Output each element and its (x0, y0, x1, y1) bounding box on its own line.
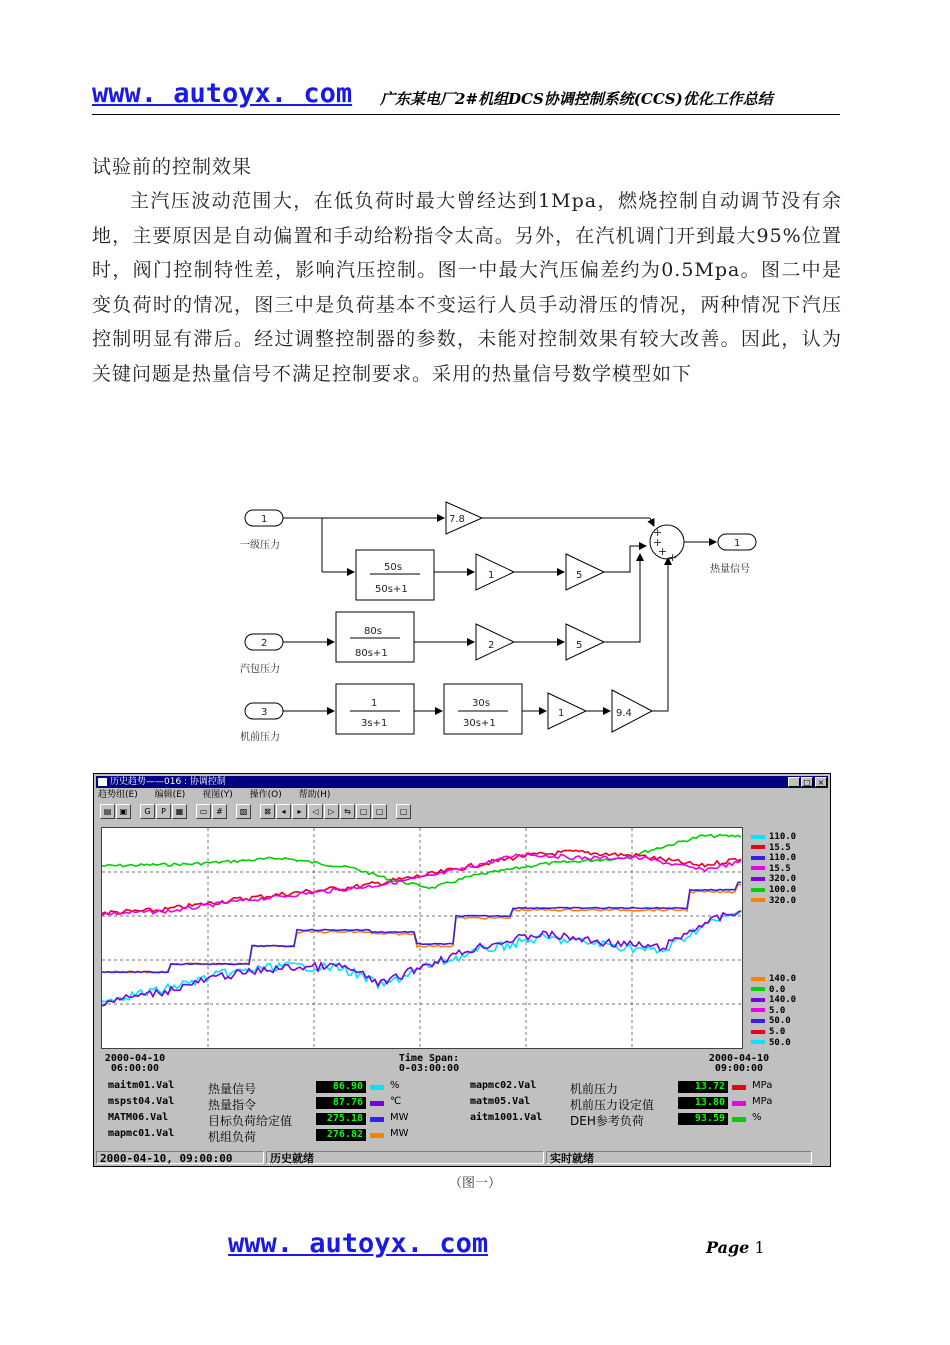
document-title: 广东某电厂2#机组DCS协调控制系统(CCS)优化工作总结 (380, 90, 773, 108)
step-back-icon[interactable]: ◂ (276, 804, 291, 819)
menu-help[interactable]: 帮助(H) (298, 790, 331, 800)
scale-swatch (751, 987, 765, 991)
status-time: 2000-04-10, 09:00:00 (96, 1151, 264, 1164)
unit-load-curve (102, 884, 741, 973)
scale-value: 15.5 (769, 842, 791, 853)
header-site-link[interactable]: www. autoyx. com (92, 78, 353, 109)
tag-unit: % (752, 1112, 762, 1123)
tag-unit: ℃ (390, 1096, 402, 1107)
figure-caption: （图一） (448, 1176, 501, 1191)
scroll-left-icon[interactable]: ◁ (308, 804, 323, 819)
page-number: 1 (754, 1238, 765, 1257)
gain-top-value: 7.8 (449, 514, 465, 525)
scale-value: 110.0 (769, 853, 797, 864)
menu-view[interactable]: 视图(Y) (202, 790, 233, 800)
tag-name: MATM06.Val (108, 1112, 169, 1123)
target-load-curve (102, 882, 741, 972)
scale-value: 50.0 (769, 1037, 791, 1048)
scale-value: 140.0 (769, 974, 797, 984)
close-icon[interactable]: × (815, 777, 827, 787)
gain-1-row3 (548, 693, 586, 729)
app-icon (98, 778, 107, 786)
gain-3a-value: 1 (558, 708, 565, 719)
sum-sign-2: + (653, 536, 663, 549)
input-3-label: 机前压力 (240, 732, 280, 743)
footer-site-link[interactable]: www. autoyx. com (228, 1228, 489, 1259)
maximize-icon[interactable]: □ (801, 777, 813, 787)
scale-swatch (751, 1030, 765, 1034)
header-rule (92, 114, 840, 115)
scale-value: 320.0 (769, 874, 797, 885)
page-word: Page (706, 1238, 750, 1257)
tag-color-swatch (370, 1101, 384, 1106)
tag-description: 热量指令 (208, 1098, 257, 1112)
tag-color-swatch (732, 1117, 746, 1122)
tag-unit: MW (390, 1112, 409, 1123)
tag-value: 87.76 (316, 1097, 366, 1109)
tag-color-swatch (370, 1117, 384, 1122)
heat-signal-curve (102, 911, 741, 1002)
scale-legend-panel (743, 827, 829, 1049)
open-icon[interactable]: ▤ (100, 804, 115, 819)
scale-min-1 (751, 986, 785, 995)
sum-sign-4: + (668, 551, 678, 564)
tf3b-denominator: 30s+1 (463, 718, 496, 729)
scale-swatch (751, 835, 765, 839)
tag-name: mapmc02.Val (470, 1080, 537, 1091)
tag-value: 13.80 (678, 1097, 728, 1109)
gain-2b-value: 5 (576, 640, 583, 651)
scale-value: 5.0 (769, 1005, 786, 1016)
gain-3b-value: 9.4 (616, 708, 632, 719)
scale-max-3 (751, 865, 791, 874)
gain-1-row1 (476, 554, 514, 590)
tf2-denominator: 80s+1 (355, 648, 388, 659)
tag-unit: MPa (752, 1080, 773, 1091)
status-bar (96, 1151, 828, 1165)
time-span: Time Span: 0-03:00:00 (398, 1053, 460, 1074)
group-g-icon[interactable]: G (140, 804, 155, 819)
sum-sign-3: + (658, 545, 668, 558)
menu-operate[interactable]: 操作(O) (249, 790, 282, 800)
menu-bar (98, 789, 344, 801)
tag-description: 机组负荷 (208, 1130, 257, 1144)
grid-icon[interactable]: # (212, 804, 227, 819)
input-2-port-number: 2 (261, 638, 268, 649)
scale-swatch (751, 845, 765, 849)
tf3b-numerator: 30s (472, 698, 490, 709)
tf2-numerator: 80s (364, 626, 382, 637)
scale-max-6 (751, 897, 796, 906)
tag-description: 热量信号 (208, 1082, 257, 1096)
status-realtime: 实时就绪 (546, 1151, 812, 1164)
tag-name: mapmc01.Val (108, 1128, 175, 1139)
cursor-icon[interactable]: ⇆ (340, 804, 355, 819)
scale-min-4 (751, 1017, 791, 1026)
window-titlebar (96, 776, 828, 788)
scale-swatch (751, 856, 765, 860)
scale-swatch (751, 877, 765, 881)
fit-icon[interactable]: ⊠ (260, 804, 275, 819)
gain-5-row1 (566, 554, 604, 590)
tag-value: 276.82 (316, 1129, 366, 1141)
throttle-pressure-curve (102, 850, 741, 914)
gain-1b-value: 5 (576, 570, 583, 581)
tag-color-swatch (370, 1133, 384, 1138)
input-3-port-number: 3 (261, 707, 268, 718)
input-1-port-number: 1 (261, 514, 268, 525)
gain-1a-value: 1 (488, 570, 495, 581)
page-indicator (706, 1238, 765, 1257)
scroll-right-icon[interactable]: ▷ (324, 804, 339, 819)
tag-value: 13.72 (678, 1081, 728, 1093)
tf3a-denominator: 3s+1 (361, 718, 388, 729)
scale-max-1 (751, 844, 791, 853)
scale-swatch (751, 977, 765, 981)
tag-unit: % (390, 1080, 400, 1091)
menu-edit[interactable]: 编辑(E) (154, 790, 186, 800)
scale-swatch (751, 998, 765, 1002)
tag-color-swatch (732, 1101, 746, 1106)
tag-description: 机前压力设定值 (570, 1098, 655, 1112)
history-trend-window (93, 773, 831, 1167)
scale-swatch (751, 898, 765, 902)
tag-description: DEH参考负荷 (570, 1114, 644, 1128)
tag-unit: MW (390, 1128, 409, 1139)
status-history: 历史就绪 (266, 1151, 544, 1164)
scale-swatch (751, 1008, 765, 1012)
scale-value: 320.0 (769, 895, 797, 906)
refresh-icon[interactable]: ▢ (396, 804, 411, 819)
scale-min-6 (751, 1039, 791, 1048)
input-2-label: 汽包压力 (240, 664, 280, 675)
step-forward-icon[interactable]: ▸ (292, 804, 307, 819)
scale-value: 5.0 (769, 1027, 786, 1037)
tag-name: mspst04.Val (108, 1096, 175, 1107)
window-title: 历史趋势——016 : 协调控制 (110, 777, 226, 787)
scale-value: 100.0 (769, 885, 797, 895)
tf1-denominator: 50s+1 (375, 584, 408, 595)
tag-name: aitm1001.Val (470, 1112, 543, 1123)
group-p-icon[interactable]: P (156, 804, 171, 819)
trend-plot-area[interactable] (101, 827, 743, 1049)
scale-swatch (751, 866, 765, 870)
scale-max-4 (751, 875, 796, 884)
tag-value: 275.18 (316, 1113, 366, 1125)
tag-description: 目标负荷给定值 (208, 1114, 293, 1128)
tag-name: maitm01.Val (108, 1080, 175, 1091)
tag-name: matm05.Val (470, 1096, 531, 1107)
input-1-label: 一级压力 (240, 540, 280, 551)
scale-min-0 (751, 975, 796, 984)
scale-min-5 (751, 1028, 785, 1037)
scale-value: 15.5 (769, 863, 791, 874)
gain-2-row2 (476, 624, 514, 660)
scale-swatch (751, 1040, 765, 1044)
scale-value: 0.0 (769, 984, 786, 995)
minimize-icon[interactable]: _ (788, 777, 800, 787)
scale-value: 50.0 (769, 1016, 791, 1027)
gain-2a-value: 2 (488, 640, 495, 651)
scale-min-2 (751, 996, 796, 1005)
export-icon[interactable]: ▢ (356, 804, 371, 819)
tag-value: 86.90 (316, 1081, 366, 1093)
section-title: 试验前的控制效果 (92, 156, 253, 178)
tag-value: 93.59 (678, 1113, 728, 1125)
zoom-icon[interactable]: ▨ (236, 804, 251, 819)
scale-value: 110.0 (769, 832, 797, 842)
output-label: 热量信号 (710, 564, 750, 575)
scale-swatch (751, 888, 765, 892)
gain-5-row2 (566, 624, 604, 660)
tag-color-swatch (732, 1085, 746, 1090)
tag-color-swatch (370, 1085, 384, 1090)
scale-max-0 (751, 833, 796, 842)
time-start: 2000-04-10 06:00:00 (104, 1053, 166, 1074)
heat-demand-curve (102, 911, 741, 1006)
import-icon[interactable]: ▢ (372, 804, 387, 819)
time-end: 2000-04-10 09:00:00 (708, 1053, 770, 1074)
menu-trend-group[interactable]: 趋势组(E) (98, 790, 138, 800)
body-paragraph: 主汽压波动范围大，在低负荷时最大曾经达到1Mpa，燃烧控制自动调节没有余地，主要原因是自动偏置和手动给粉指令太高。另外，在汽机调门开到最大95%位置时，阀门控制特性差，影响汽压控制。图一中最大汽压偏差约为0.5Mpa。图二中是变负荷时的情况，图三中是负荷基本不变运行人员手动滑压的情况，两种情况下汽压控制明显有滞后。经过调整控制器的参数，未能对控制效果有较大改善。因此，认为关键问题是热量信号不满足控制要求。采用的热量信号数学模型如下 (92, 190, 842, 385)
scale-swatch (751, 1019, 765, 1023)
tf1-numerator: 50s (384, 562, 402, 573)
trend-curves (102, 828, 742, 1048)
window-icon[interactable]: ▭ (196, 804, 211, 819)
tf3a-numerator: 1 (371, 698, 378, 709)
deh-reference-load-curve (102, 835, 741, 889)
scale-value: 140.0 (769, 995, 797, 1006)
heat-signal-block-diagram (230, 490, 770, 750)
scale-max-5 (751, 886, 796, 895)
save-icon[interactable]: ▣ (116, 804, 131, 819)
tag-description: 机前压力 (570, 1082, 619, 1096)
print-icon[interactable]: ▦ (172, 804, 187, 819)
tag-unit: MPa (752, 1096, 773, 1107)
scale-min-3 (751, 1007, 785, 1016)
output-port-number: 1 (734, 538, 741, 549)
sum-sign-1: + (653, 526, 663, 539)
scale-max-2 (751, 854, 796, 863)
